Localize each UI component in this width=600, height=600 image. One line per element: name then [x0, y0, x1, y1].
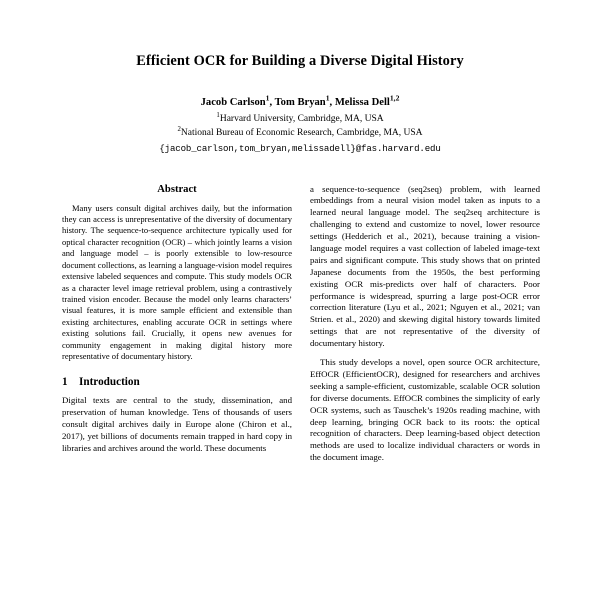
author-2-name: Tom Bryan [274, 96, 326, 108]
author-1-affil-marker: 1 [265, 93, 270, 103]
affiliation-1 [62, 112, 538, 126]
abstract-text: Many users consult digital archives daily, but the information they can access is unrepresentative of the diversity of documentary history. The sequence-to-sequence architecture typically used for optical character recognition (OCR) – which jointly learns a vision and language model – is poorly extensible to low-resource document collections, as learning a language-vision model requires extensive labeled sequences and compute. This study models OCR as a character level image retrieval problem, using a contrastively trained vision encoder. Because the model only learns characters’ visual features, it is more sample efficient and extensible than existing architectures, enabling accurate OCR in settings where existing solutions fail. Crucially, it opens new avenues for community engagement in making digital history more representative of documentary history. [62, 202, 292, 362]
two-column-layout [62, 184, 538, 471]
right-column-paragraph-1: a sequence-to-sequence (seq2seq) problem, with learned embeddings from a neural vision model taken as inputs to a learned neural language model. The seq2seq architecture is challenging to extend and customize to novel, lower resource settings (Hedderich et al., 2021), because training a vision-language model requires a vast collection of labeled image-text pairs and significant compute. This study shows that on printed Japanese documents from the 1950s, the best performing existing OCR mis-predicts over half of characters. Poor performance is widespread, spurring a large post-OCR error correction literature (Lyu et al., 2021; Nguyen et al., 2021; van Strien. et al., 2020) and skewing digital history towards limited settings that are not representative of the diversity of documentary history. [310, 183, 540, 349]
abstract-heading: Abstract [157, 183, 197, 195]
affiliation-1-marker: 1 [216, 111, 220, 119]
right-column-paragraph-2: This study develops a novel, open source OCR architecture, EffOCR (EfficientOCR), designed for researchers and archives seeking a sample-efficient, customizable, scalable OCR solution for diverse documents. EffOCR combines the simplicity of early OCR systems, such as Tauschek’s 1920s reading machine, with deep learning, bringing OCR back to its roots: the optical recognition of characters. Deep learning-based object detection methods are used to localize individual characters or words in the document image. [310, 357, 540, 463]
author-1-name: Jacob Carlson [200, 96, 266, 108]
left-column [62, 184, 292, 471]
affiliation-1-text: Harvard University, Cambridge, MA, USA [219, 114, 384, 125]
section-1-heading [62, 376, 292, 388]
page-title: Efficient OCR for Building a Diverse Digital History [136, 53, 464, 69]
author-3-affil-marker: 1,2 [389, 93, 400, 103]
author-emails: {jacob_carlson,tom_bryan,melissadell}@fas.harvard.edu [159, 142, 441, 154]
affiliation-2 [62, 126, 538, 140]
section-1-title: Introduction [79, 376, 140, 389]
author-2-affil-marker: 1 [325, 93, 330, 103]
affiliation-2-text: National Bureau of Economic Research, Cambridge, MA, USA [180, 128, 423, 139]
right-column [310, 184, 540, 471]
author-3-name: Melissa Dell [334, 96, 390, 108]
section-1-number: 1 [62, 376, 68, 389]
author-list: Jacob Carlson$^1$, Tom Bryan$^1$, Melissa Dell$^{1,2}$ [200, 93, 400, 108]
affiliation-2-marker: 2 [177, 126, 181, 134]
section-1-paragraph-1: Digital texts are central to the study, dissemination, and preservation of human knowledge. Tens of thousands of users consult digital archives daily in Europe alone (Chiron et al., 2017), yet billions of documents remain trapped in hard copy in libraries and archives around the world. These documents [62, 395, 292, 454]
